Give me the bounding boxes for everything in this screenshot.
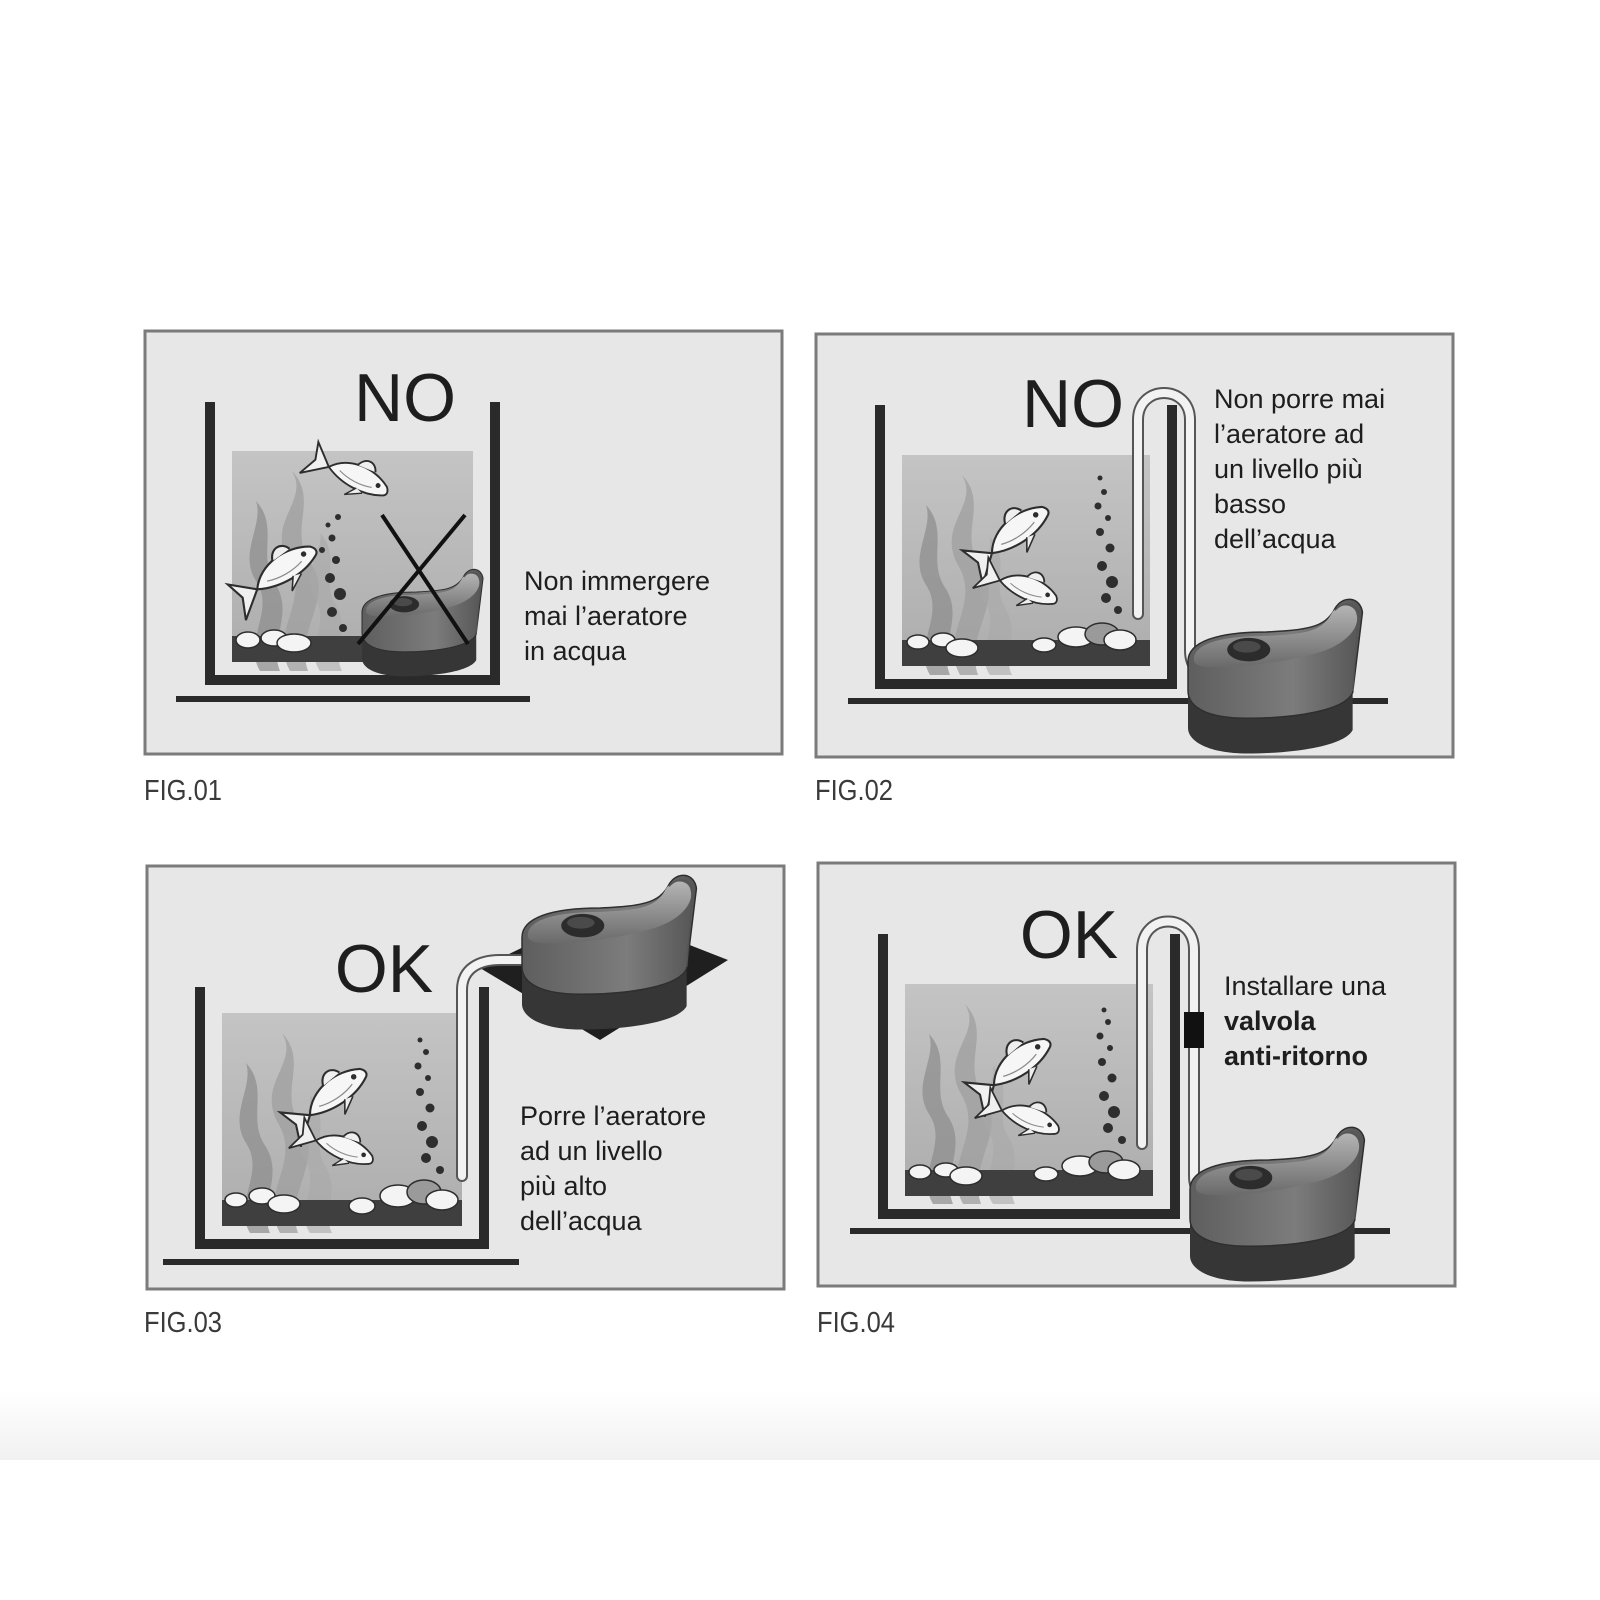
fig01-bubble [327, 607, 337, 617]
fig01-bubble [339, 624, 347, 632]
fig04-text-bold-line-2: anti-ritorno [1224, 1041, 1368, 1071]
fig04-pebble [909, 1165, 931, 1179]
bottom-strip [0, 1460, 1600, 1600]
fig02-bubble [1105, 515, 1111, 521]
fig03-bubble [423, 1049, 429, 1055]
fig04-check-valve [1184, 1012, 1204, 1048]
fig03-bubble [416, 1088, 424, 1096]
fig04-bubble [1097, 1033, 1104, 1040]
fig04-pebble [1108, 1160, 1140, 1180]
fig02-verdict: NO [1022, 366, 1124, 442]
fig02-bubble [1114, 606, 1122, 614]
fig03-pebble [426, 1190, 458, 1210]
fig02-pebble [1032, 638, 1056, 652]
fig04-bubble [1105, 1019, 1111, 1025]
fig03-text-line-3: più alto [520, 1171, 608, 1201]
fig03-text-line-4: dell’acqua [520, 1206, 642, 1236]
fig01-bubble [319, 547, 325, 553]
fig01-bubble [326, 523, 331, 528]
fig04-verdict: OK [1019, 897, 1119, 973]
fig01-bubble [325, 573, 335, 583]
fig01-pebble [236, 632, 260, 648]
fig02-pebble [1104, 630, 1136, 650]
fig04-bubble [1103, 1123, 1113, 1133]
fig02-bubble [1106, 576, 1118, 588]
fig02-text-line-4: basso [1214, 489, 1287, 519]
fig03-caption: FIG.03 [144, 1307, 222, 1339]
fig02-bubble [1106, 544, 1115, 553]
fig03-bubble [417, 1121, 427, 1131]
fig03-verdict: OK [334, 931, 434, 1007]
fig02-pebble [907, 635, 929, 649]
fig01-text-line-1: Non immergere [524, 566, 711, 596]
fig03-bubble [425, 1075, 431, 1081]
fig01-verdict: NO [354, 360, 456, 436]
fig02-text-line-1: Non porre mai [1214, 384, 1386, 414]
fig03-bubble [436, 1166, 444, 1174]
fig04-text-bold-line-1: valvola [1224, 1006, 1316, 1036]
fig03-bubble [415, 1063, 422, 1070]
fig04-pebble [950, 1167, 982, 1185]
fig04-bubble [1118, 1136, 1126, 1144]
fig03-bubble [426, 1104, 435, 1113]
fig01-text-line-2: mai l’aeratore [524, 601, 688, 631]
fig04-pebble [1034, 1167, 1058, 1181]
fig02-pebble [946, 639, 978, 657]
fig02-bubble [1097, 561, 1107, 571]
fig01-bubble [335, 514, 341, 520]
fig01-pebble [277, 634, 311, 652]
fig01-text-line-3: in acqua [524, 636, 627, 666]
fig04-bubble [1108, 1106, 1120, 1118]
fig04-bubble [1102, 1008, 1107, 1013]
fig04-text-line-1: Installare una [1224, 971, 1387, 1001]
fig02-bubble [1095, 503, 1102, 510]
fig02-bubble [1096, 528, 1104, 536]
fig02-bubble [1101, 593, 1111, 603]
fig02-bubble [1098, 476, 1103, 481]
fig03-pebble [268, 1195, 300, 1213]
fig02-caption: FIG.02 [815, 775, 893, 807]
fig02-bubble [1101, 489, 1107, 495]
fig02-text-line-3: un livello più [1214, 454, 1363, 484]
fig02-text-line-5: dell’acqua [1214, 524, 1336, 554]
fig04-bubble [1107, 1045, 1113, 1051]
fig03-text-line-2: ad un livello [520, 1136, 663, 1166]
fig03-bubble [421, 1153, 431, 1163]
fig04-bubble [1099, 1091, 1109, 1101]
bottom-fade [0, 1390, 1600, 1460]
fig01-bubble [334, 588, 346, 600]
fig04-bubble [1098, 1058, 1106, 1066]
fig01-caption: FIG.01 [144, 775, 222, 807]
fig02-text-line-2: l’aeratore ad [1214, 419, 1365, 449]
fig04-caption: FIG.04 [817, 1307, 895, 1339]
fig03-bubble [426, 1136, 438, 1148]
fig03-pebble [225, 1193, 247, 1207]
fig03-bubble [418, 1038, 423, 1043]
fig03-pebble [349, 1198, 375, 1214]
fig01-bubble [332, 556, 340, 564]
fig03-text-line-1: Porre l’aeratore [520, 1101, 707, 1131]
fig04-bubble [1108, 1074, 1117, 1083]
fig01-bubble [329, 535, 336, 542]
